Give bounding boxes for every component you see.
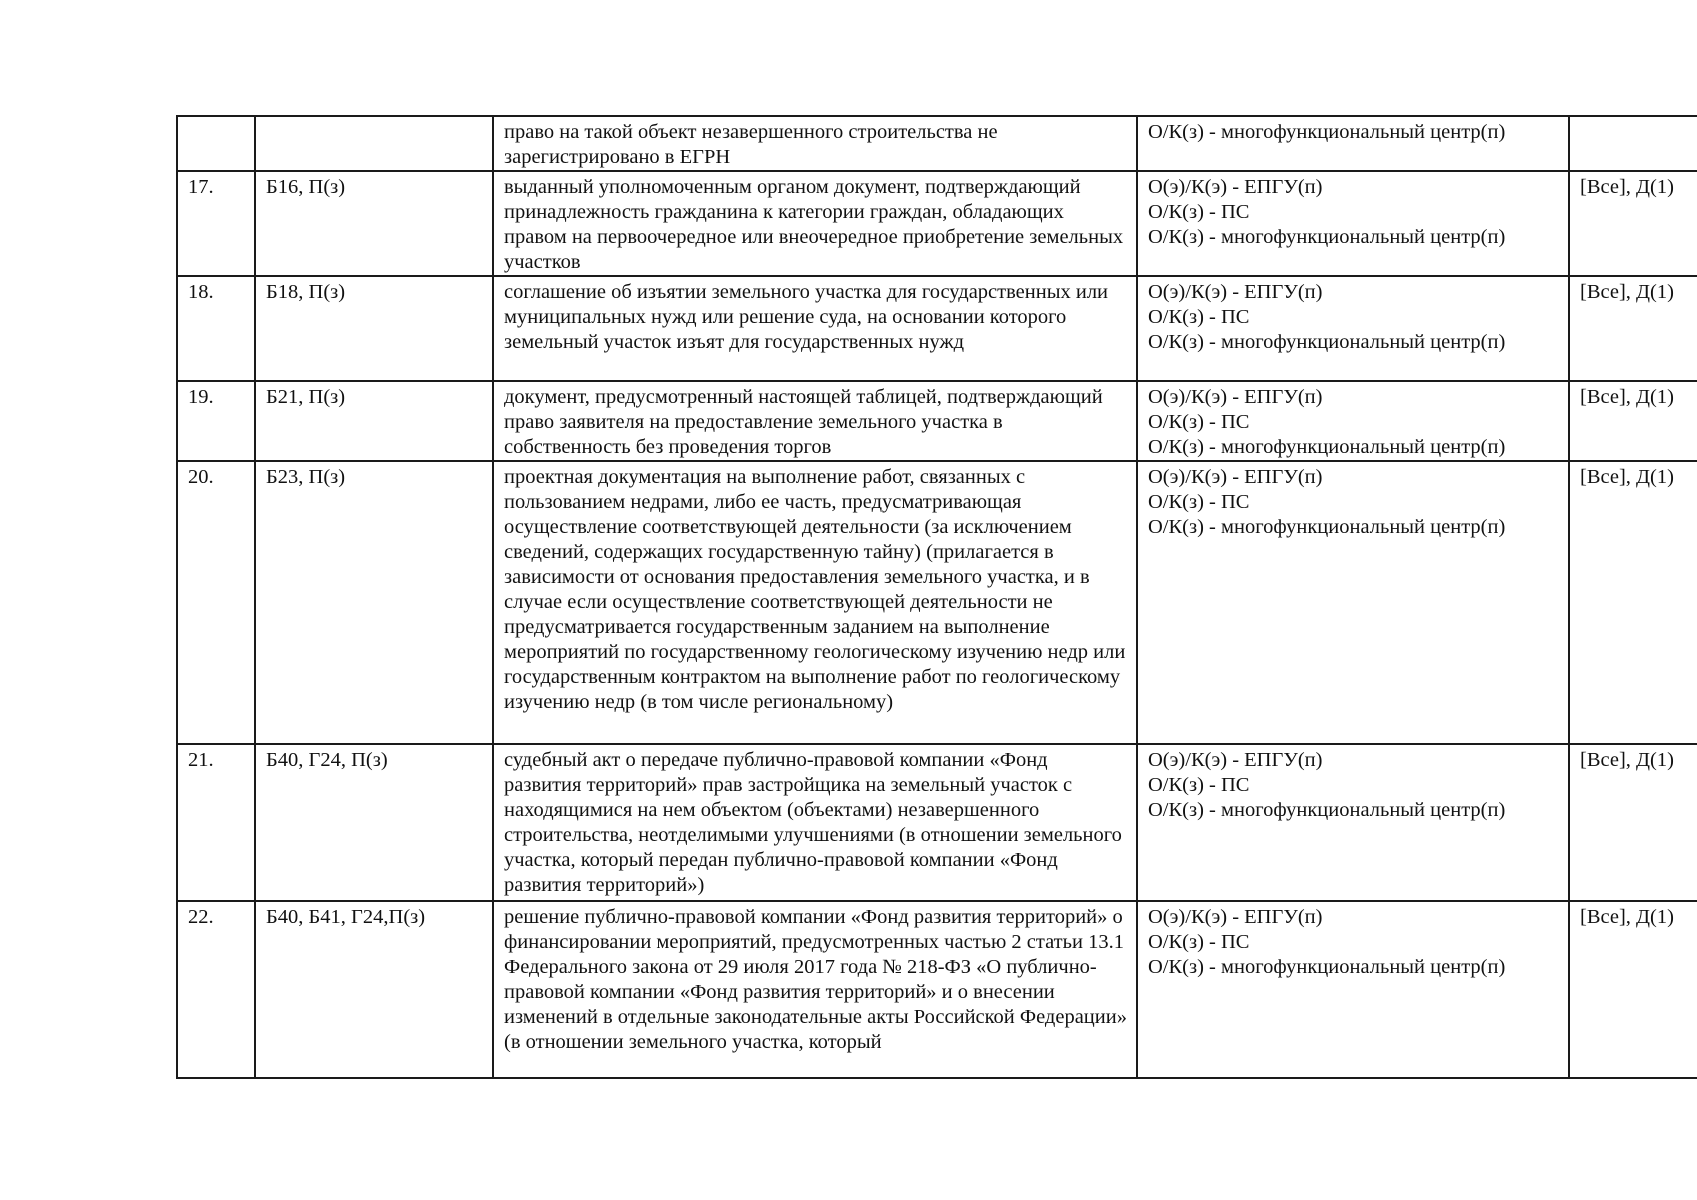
row-sources <box>1137 381 1569 461</box>
source-line: О/К(з) - многофункциональный центр(п) <box>1148 436 1506 458</box>
row-description <box>493 381 1137 461</box>
documents-table <box>176 115 1697 1079</box>
row-conditions: [Все], Д(1) <box>1569 381 1697 461</box>
table-row <box>177 461 1697 744</box>
source-line: О(э)/К(э) - ЕПГУ(п) <box>1148 906 1323 928</box>
row-conditions: [Все], Д(1) <box>1569 461 1697 744</box>
row-sources <box>1137 276 1569 381</box>
table-row <box>177 744 1697 901</box>
row-code: Б18, П(з) <box>255 276 493 381</box>
row-number: 19. <box>177 381 255 461</box>
table-row <box>177 171 1697 276</box>
row-conditions <box>1569 116 1697 171</box>
row-number: 20. <box>177 461 255 744</box>
row-number <box>177 116 255 171</box>
row-description <box>493 116 1137 171</box>
row-description <box>493 171 1137 276</box>
source-line: О/К(з) - ПС <box>1148 491 1250 513</box>
row-description-text: соглашение об изъятии земельного участка для государственных или муниципальных нужд или решение суда, на основании которого земельный участок изъят для государственных нужд <box>504 281 1109 353</box>
source-line: О(э)/К(э) - ЕПГУ(п) <box>1148 466 1323 488</box>
source-line: О/К(з) - ПС <box>1148 201 1250 223</box>
table-row <box>177 116 1697 171</box>
table-row <box>177 901 1697 1078</box>
source-line: О(э)/К(э) - ЕПГУ(п) <box>1148 281 1323 303</box>
row-description <box>493 744 1137 901</box>
source-line: О/К(з) - многофункциональный центр(п) <box>1148 121 1506 143</box>
row-sources <box>1137 461 1569 744</box>
row-description <box>493 461 1137 744</box>
row-conditions: [Все], Д(1) <box>1569 901 1697 1078</box>
row-description <box>493 276 1137 381</box>
row-description-text: документ, предусмотренный настоящей таблицей, подтверждающий право заявителя на предоставление земельного участка в собственность без проведения торгов <box>504 386 1103 458</box>
source-line: О/К(з) - ПС <box>1148 411 1250 433</box>
source-line: О(э)/К(э) - ЕПГУ(п) <box>1148 176 1323 198</box>
row-code: Б40, Г24, П(з) <box>255 744 493 901</box>
row-description-text: выданный уполномоченным органом документ, подтверждающий принадлежность гражданина к категории граждан, обладающих правом на первоочередное или внеочередное приобретение земельных участков <box>504 176 1124 273</box>
row-code: Б40, Б41, Г24,П(з) <box>255 901 493 1078</box>
row-description-text: решение публично-правовой компании «Фонд развития территорий» о финансировании мероприятий, предусмотренных частью 2 статьи 13.1 Федерального закона от 29 июля 2017 года № 218-ФЗ «О публично-правовой компании «Фонд развития территорий» и о внесении изменений в отдельные законодательные акты Российской Федерации» (в отношении земельного участка, который <box>504 906 1127 1053</box>
row-number: 17. <box>177 171 255 276</box>
row-sources <box>1137 116 1569 171</box>
row-description-text: право на такой объект незавершенного строительства не зарегистрировано в ЕГРН <box>504 121 998 168</box>
source-line: О/К(з) - ПС <box>1148 306 1250 328</box>
table-row <box>177 276 1697 381</box>
source-line: О/К(з) - многофункциональный центр(п) <box>1148 226 1506 248</box>
row-sources <box>1137 171 1569 276</box>
source-line: О/К(з) - многофункциональный центр(п) <box>1148 956 1506 978</box>
row-sources <box>1137 744 1569 901</box>
row-conditions: [Все], Д(1) <box>1569 171 1697 276</box>
source-line: О(э)/К(э) - ЕПГУ(п) <box>1148 386 1323 408</box>
row-description-text: проектная документация на выполнение работ, связанных с пользованием недрами, либо ее часть, предусматривающая осуществление соответствующей деятельности (за исключением сведений, содержащих государственную тайну) (прилагается в зависимости от основания предоставления земельного участка, и в случае если осуществление соответствующей деятельности не предусматривается государственным заданием на выполнение мероприятий по государственному геологическому изучению недр или государственным контрактом на выполнение работ по геологическому изучению недр (в том числе региональному) <box>504 466 1126 713</box>
source-line: О/К(з) - ПС <box>1148 774 1250 796</box>
source-line: О/К(з) - многофункциональный центр(п) <box>1148 516 1506 538</box>
row-code: Б16, П(з) <box>255 171 493 276</box>
row-number: 18. <box>177 276 255 381</box>
row-number: 22. <box>177 901 255 1078</box>
source-line: О/К(з) - многофункциональный центр(п) <box>1148 799 1506 821</box>
row-sources <box>1137 901 1569 1078</box>
row-code: Б23, П(з) <box>255 461 493 744</box>
table-row <box>177 381 1697 461</box>
source-line: О/К(з) - ПС <box>1148 931 1250 953</box>
row-description-text: судебный акт о передаче публично-правовой компании «Фонд развития территорий» прав застройщика на земельный участок с находящимися на нем объектом (объектами) незавершенного строительства, неотделимыми улучшениями (в отношении земельного участка, который передан публично-правовой компании «Фонд развития территорий») <box>504 749 1122 896</box>
row-conditions: [Все], Д(1) <box>1569 744 1697 901</box>
source-line: О/К(з) - многофункциональный центр(п) <box>1148 331 1506 353</box>
row-description <box>493 901 1137 1078</box>
source-line: О(э)/К(э) - ЕПГУ(п) <box>1148 749 1323 771</box>
row-number: 21. <box>177 744 255 901</box>
row-code <box>255 116 493 171</box>
row-conditions: [Все], Д(1) <box>1569 276 1697 381</box>
row-code: Б21, П(з) <box>255 381 493 461</box>
